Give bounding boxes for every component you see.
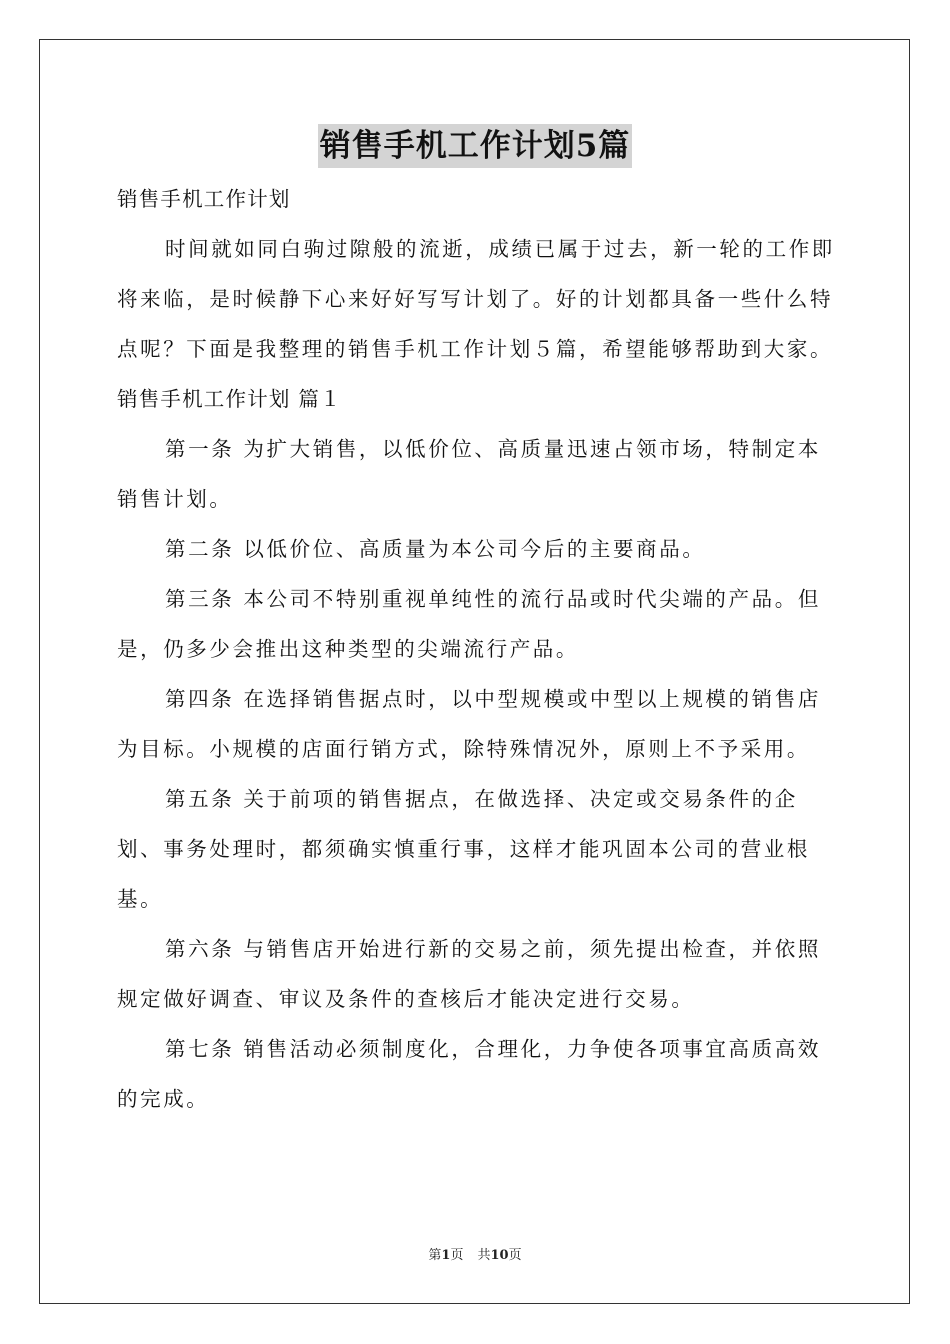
total-suffix: 页	[508, 1248, 522, 1263]
document-title: 销售手机工作计划5篇	[318, 124, 633, 168]
paragraph-intro: 时间就如同白驹过隙般的流逝，成绩已属于过去，新一轮的工作即将来临，是时候静下心来好好写写计划了。好的计划都具备一些什么特点呢？下面是我整理的销售手机工作计划５篇，希望能够帮助到大家。	[117, 237, 835, 361]
paragraph-article-5: 第五条 关于前项的销售据点，在做选择、决定或交易条件的企划、事务处理时，都须确实慎重行事，这样才能巩固本公司的营业根基。	[117, 787, 810, 911]
paragraph-article-1: 第一条 为扩大销售，以低价位、高质量迅速占领市场，特制定本销售计划。	[117, 437, 821, 511]
total-prefix: 共	[477, 1248, 491, 1263]
paragraph-article-7: 第七条 销售活动必须制度化，合理化，力争使各项事宜高质高效的完成。	[117, 1037, 821, 1111]
paragraph-section-heading: 销售手机工作计划 篇１	[117, 387, 342, 411]
paragraph-article-3: 第三条 本公司不特别重视单纯性的流行品或时代尖端的产品。但是，仍多少会推出这种类型的尖端流行产品。	[117, 587, 821, 661]
document-body	[117, 174, 839, 1124]
paragraph-article-2: 第二条 以低价位、高质量为本公司今后的主要商品。	[165, 537, 706, 561]
page-footer	[0, 1246, 950, 1266]
page-suffix: 页	[450, 1248, 464, 1263]
title-container	[0, 124, 950, 168]
paragraph-article-6: 第六条 与销售店开始进行新的交易之前，须先提出检查，并依照规定做好调查、审议及条件的查核后才能决定进行交易。	[117, 937, 821, 1011]
page-current: 1	[441, 1248, 451, 1263]
paragraph-article-4: 第四条 在选择销售据点时，以中型规模或中型以上规模的销售店为目标。小规模的店面行销方式，除特殊情况外，原则上不予采用。	[117, 687, 821, 761]
page-prefix: 第	[428, 1248, 442, 1263]
page-total: 10	[490, 1248, 509, 1263]
paragraph-heading: 销售手机工作计划	[117, 187, 291, 211]
